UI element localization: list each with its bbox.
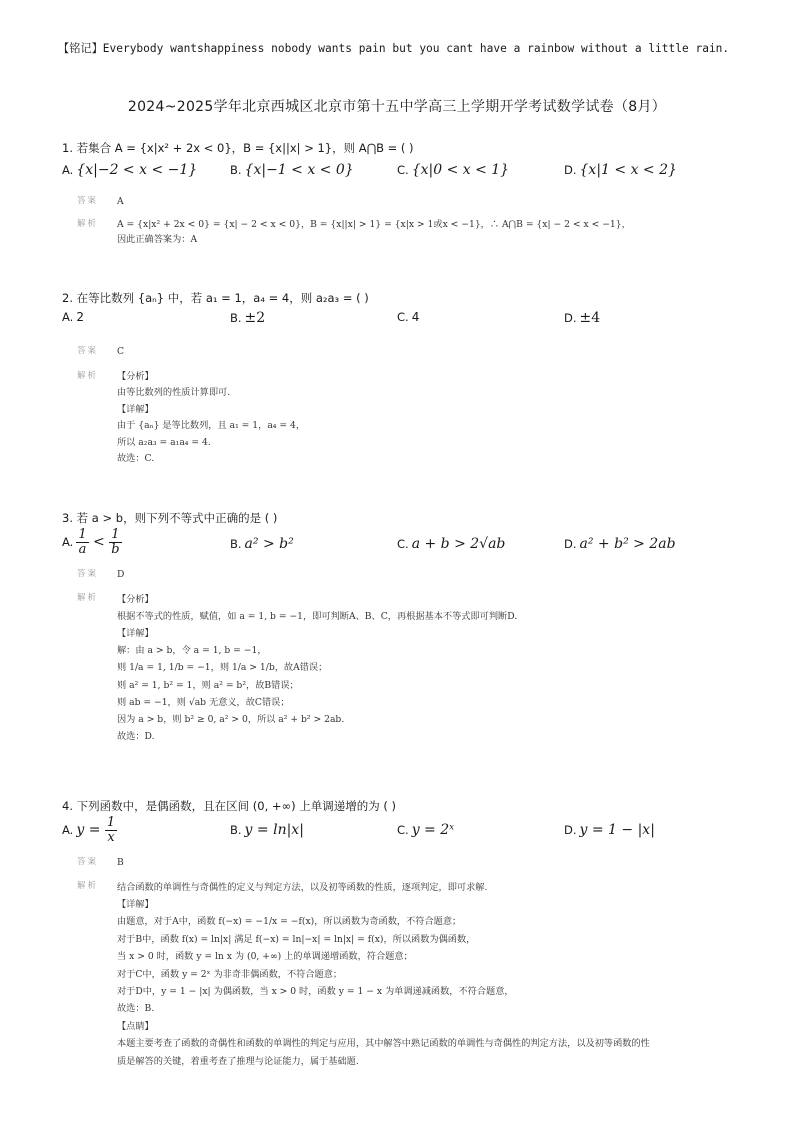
option-a[interactable]: A. $\frac{1}{a}$ < $\frac{1}{b}$	[62, 527, 120, 557]
answer-row	[62, 194, 752, 210]
analysis-line: 所以 a₂a₃ = a₁a₄ = 4.	[117, 436, 211, 448]
answer-value: B	[117, 857, 124, 868]
option-d[interactable]	[564, 536, 676, 552]
option-label: C.	[397, 537, 409, 551]
analysis-line: 【点睛】	[117, 1020, 154, 1032]
option-b[interactable]	[230, 162, 354, 178]
option-label: D.	[564, 311, 577, 325]
question-3-stem: 3. 若 a > b，则下列不等式中正确的是 ( )	[62, 511, 278, 525]
analysis-line: 则 a² = 1, b² = 1，则 a² = b²，故B错误；	[117, 679, 299, 691]
option-label: C.	[397, 163, 409, 177]
analysis-line: A = {x|x² + 2x < 0} = {x| − 2 < x < 0}，B = {x||x| > 1} = {x|x > 1或x < −1}，∴ A⋂B = {x| − 2 < x < −1}，	[117, 218, 631, 230]
analysis-line: 由于 {aₙ} 是等比数列，且 a₁ = 1，a₄ = 4，	[117, 420, 306, 431]
option-text: y = 2ˣ	[411, 822, 455, 838]
question-4	[62, 798, 752, 1070]
analysis-line: 【详解】	[117, 403, 154, 415]
answer-row	[62, 344, 752, 360]
analysis-line: 因为 a > b，则 b² ≥ 0, a² > 0，所以 a² + b² > 2ab.	[117, 713, 345, 725]
option-b[interactable]	[230, 310, 265, 326]
option-text: ±2	[244, 310, 266, 326]
question-3-options	[62, 528, 752, 562]
question-4-options	[62, 816, 752, 850]
fraction-1-over-a: $\frac{1}{a}$	[78, 527, 87, 557]
option-text: {x|−2 < x < −1}	[76, 162, 198, 178]
option-b[interactable]	[230, 822, 304, 838]
option-label: C.	[397, 823, 409, 837]
option-a[interactable]: A. y = $\frac{1}{x}$	[62, 815, 116, 845]
option-label: B.	[230, 823, 242, 837]
option-text: 4	[411, 310, 420, 324]
option-text: a² > b²	[244, 536, 294, 552]
option-text: y = ln|x|	[244, 822, 304, 838]
analysis-line: 结合函数的单调性与奇偶性的定义与判定方法，以及初等函数的性质，逐项判定，即可求解.	[117, 881, 488, 893]
analysis-line: 本题主要考查了函数的奇偶性和函数的单调性的判定与应用，其中解答中熟记函数的单调性与奇偶性的判定方法，以及初等函数的性	[117, 1038, 650, 1050]
analysis-line: 对于C中，函数 y = 2ˣ 为非奇非偶函数，不符合题意；	[117, 968, 343, 980]
option-label: B.	[230, 537, 242, 551]
option-c[interactable]	[397, 822, 454, 838]
option-text: ±4	[579, 310, 601, 326]
option-label: D.	[564, 537, 577, 551]
option-text: y = 1 − |x|	[579, 822, 655, 838]
fraction-1-over-b: $\frac{1}{b}$	[111, 527, 120, 557]
fraction-1-over-x: $\frac{1}{x}$	[106, 815, 116, 845]
analysis-line: 故选：B.	[117, 1003, 155, 1015]
analysis-line: 对于D中，y = 1 − |x| 为偶函数，当 x > 0 时，函数 y = 1 − x 为单调递减函数，不符合题意，	[117, 985, 514, 997]
option-a[interactable]	[62, 162, 197, 178]
analysis-tag: 解析	[77, 218, 99, 229]
analysis-line: 解：由 a > b，令 a = 1, b = −1，	[117, 645, 267, 657]
motto-banner: 【铭记】Everybody wantshappiness nobody wants pain but you cant have a rainbow without a little rain.	[58, 42, 730, 55]
option-text: {x|1 < x < 2}	[579, 162, 677, 178]
option-label: A.	[62, 310, 74, 324]
analysis-line: 当 x > 0 时，函数 y = ln x 为 (0, +∞) 上的单调递增函数，符合题意；	[117, 951, 413, 963]
question-2-stem: 2. 在等比数列 {aₙ} 中，若 a₁ = 1，a₄ = 4，则 a₂a₃ = ( )	[62, 291, 369, 305]
answer-tag: 答案	[77, 857, 99, 867]
question-3	[62, 510, 752, 745]
question-2	[62, 290, 752, 468]
answer-tag: 答案	[77, 346, 99, 356]
option-text: a + b > 2√ab	[411, 536, 506, 552]
exam-title: 2024~2025学年北京西城区北京市第十五中学高三上学期开学考试数学试卷（8月）	[127, 99, 667, 115]
question-1	[62, 140, 752, 248]
analysis-line: 由题意，对于A中，函数 f(−x) = −1/x = −f(x)，所以函数为奇函数，不符合题意；	[117, 916, 462, 928]
analysis-line: 故选：D.	[117, 731, 155, 743]
analysis-line: 【详解】	[117, 627, 154, 639]
analysis-line: 【分析】	[117, 593, 154, 605]
option-d[interactable]	[564, 310, 600, 326]
analysis-line: 则 ab = −1，则 √ab 无意义，故C错误；	[117, 696, 290, 708]
option-label: A.	[62, 163, 74, 177]
analysis-row	[62, 217, 752, 248]
analysis-row	[62, 591, 752, 746]
option-c[interactable]	[397, 536, 505, 552]
option-text: {x|−1 < x < 0}	[244, 162, 354, 178]
answer-tag: 答案	[77, 569, 99, 579]
option-c[interactable]	[397, 310, 419, 325]
option-text: 2	[76, 310, 84, 324]
analysis-row	[62, 879, 752, 1070]
analysis-row	[62, 369, 752, 468]
analysis-line: 由等比数列的性质计算即可.	[117, 387, 231, 398]
analysis-tag: 解析	[77, 370, 99, 381]
answer-row	[62, 855, 752, 871]
option-label: A.	[62, 535, 74, 550]
option-label: B.	[230, 163, 242, 177]
option-label: B.	[230, 311, 242, 325]
answer-value: D	[117, 569, 125, 580]
analysis-line: 因此正确答案为：A	[117, 234, 198, 245]
option-label: D.	[564, 823, 577, 837]
option-c[interactable]	[397, 162, 509, 178]
option-d[interactable]	[564, 822, 655, 838]
option-label: C.	[397, 310, 409, 324]
option-d[interactable]	[564, 162, 677, 178]
analysis-line: 质是解答的关键，着重考查了推理与论证能力，属于基础题.	[117, 1055, 359, 1067]
option-text: a² + b² > 2ab	[579, 536, 676, 552]
question-4-stem: 4. 下列函数中，是偶函数，且在区间 (0, +∞) 上单调递增的为 ( )	[62, 799, 397, 813]
answer-value: A	[117, 196, 124, 207]
option-b[interactable]	[230, 536, 294, 552]
option-text: {x|0 < x < 1}	[411, 162, 510, 178]
option-a[interactable]	[62, 310, 84, 325]
answer-row	[62, 567, 752, 583]
analysis-tag: 解析	[77, 592, 99, 603]
analysis-line: 【分析】	[117, 370, 154, 382]
question-2-options	[62, 310, 752, 336]
analysis-line: 对于B中，函数 f(x) = ln|x| 满足 f(−x) = ln|−x| = ln|x| = f(x)，所以函数为偶函数，	[117, 933, 476, 945]
analysis-line: 则 1/a = 1, 1/b = −1，则 1/a > 1/b，故A错误；	[117, 662, 328, 674]
answer-value: C	[117, 346, 125, 357]
analysis-line: 【详解】	[117, 898, 154, 910]
option-label: A.	[62, 823, 74, 838]
option-label: D.	[564, 163, 577, 177]
question-1-options	[62, 162, 752, 188]
analysis-line: 根据不等式的性质，赋值，如 a = 1, b = −1，即可判断A、B、C，再根据基本不等式即可判断D.	[117, 610, 518, 622]
analysis-line: 故选：C.	[117, 453, 155, 464]
question-1-stem: 1. 若集合 A = {x|x² + 2x < 0}，B = {x||x| > 1}，则 A⋂B = ( )	[62, 141, 414, 155]
answer-tag: 答案	[77, 196, 99, 206]
analysis-tag: 解析	[77, 880, 99, 891]
